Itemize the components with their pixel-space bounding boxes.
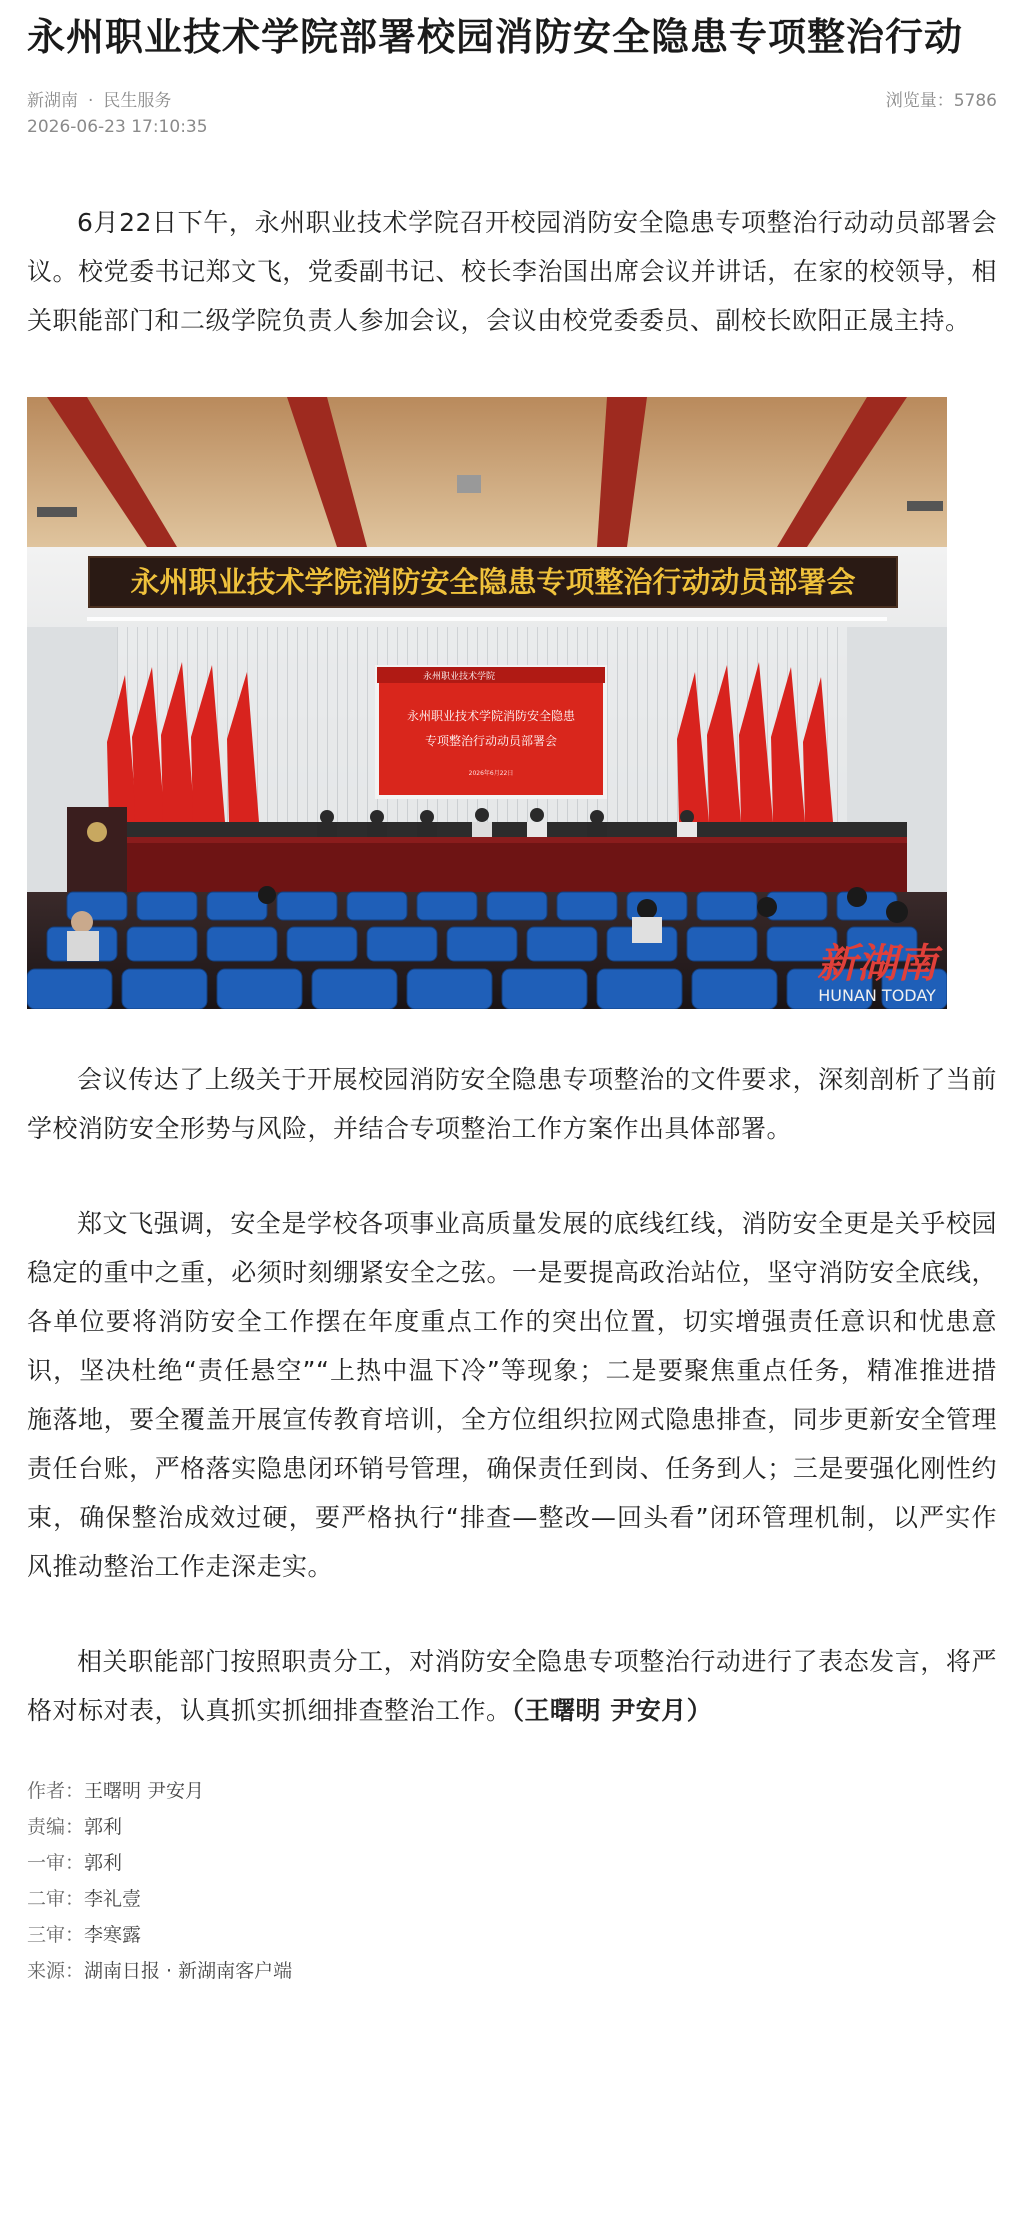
screen-line-1: 永州职业技术学院消防安全隐患	[406, 709, 576, 723]
screen-line-2: 专项整治行动动员部署会	[424, 734, 558, 748]
paragraph-4-text: 相关职能部门按照职责分工，对消防安全隐患专项整治行动进行了表态发言，将严格对标对表，认真抓实抓细排查整治工作。	[27, 1647, 997, 1725]
credit-editor: 责编：郭利	[27, 1816, 123, 1838]
credit-source: 来源：湖南日报 · 新湖南客户端	[27, 1960, 293, 1982]
credit-review-3: 三审：李寒露	[27, 1924, 142, 1946]
meta-separator: ·	[88, 91, 94, 111]
watermark-text: HUNAN TODAY	[818, 986, 936, 1005]
paragraph-4	[27, 1637, 997, 1735]
meeting-photo	[27, 397, 947, 1009]
screen-date: 2026年6月22日	[468, 770, 514, 777]
view-count: 浏览量：5786	[885, 91, 997, 111]
watermark-logo: 新湖南	[817, 940, 937, 987]
paragraph-2: 会议传达了上级关于开展校园消防安全隐患专项整治的文件要求，深刻剖析了当前学校消防安全形势与风险，并结合专项整治工作方案作出具体部署。	[27, 1065, 997, 1143]
meta-left	[27, 88, 208, 140]
article-meta	[27, 88, 997, 140]
source-line	[27, 88, 208, 114]
credit-review-1: 一审：郭利	[27, 1852, 123, 1874]
source-name[interactable]: 新湖南	[27, 91, 78, 111]
projection-screen	[377, 667, 605, 797]
paragraph-byline: （王曙明 尹安月）	[511, 1696, 713, 1725]
screen-header: 永州职业技术学院	[423, 672, 496, 682]
channel-name[interactable]: 民生服务	[103, 91, 172, 111]
credit-author: 作者：王曙明 尹安月	[27, 1780, 205, 1802]
stage-table	[127, 837, 907, 892]
paragraph-3: 郑文飞强调，安全是学校各项事业高质量发展的底线红线，消防安全更是关乎校园稳定的重中之重，必须时刻绷紧安全之弦。一是要提高政治站位，坚守消防安全底线，各单位要将消防安全工作摆在年度重点工作的突出位置，切实增强责任意识和忧患意识，坚决杜绝“责任悬空”“上热中温下冷”等现象；二是要聚焦重点任务，精准推进措施落地，要全覆盖开展宣传教育培训，全方位组织拉网式隐患排查，同步更新安全管理责任台账，严格落实隐患闭环销号管理，确保责任到岗、任务到人；三是要强化刚性约束，确保整治成效过硬，要严格执行“排查—整改—回头看”闭环管理机制，以严实作风推动整治工作走深走实。	[27, 1209, 997, 1581]
publish-datetime: 2026-06-23 17:10:35	[27, 117, 208, 137]
credits-block	[27, 1773, 997, 1989]
paragraph-intro: 6月22日下午，永州职业技术学院召开校园消防安全隐患专项整治行动动员部署会议。校党委书记郑文飞，党委副书记、校长李治国出席会议并讲话，在家的校领导，相关职能部门和二级学院负责人参加会议，会议由校党委委员、副校长欧阳正晟主持。	[27, 208, 997, 335]
article-title: 永州职业技术学院部署校园消防安全隐患专项整治行动	[27, 15, 964, 59]
banner-text: 永州职业技术学院消防安全隐患专项整治行动动员部署会	[130, 565, 856, 599]
credit-review-2: 二审：李礼壹	[27, 1888, 142, 1910]
